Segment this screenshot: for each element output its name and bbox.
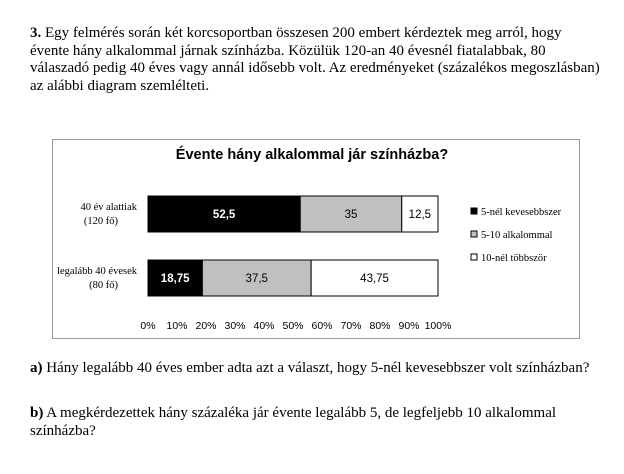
x-tick-label-8: 80% (369, 320, 391, 332)
question-a-label: a) (30, 360, 43, 376)
data-label-1-2: 35 (344, 209, 358, 221)
question-b-label: b) (30, 405, 44, 421)
data-label-1-3: 12,5 (408, 209, 432, 221)
chart-title: Évente hány alkalommal jár színházba? (175, 147, 449, 163)
question-a (30, 360, 602, 378)
category-label-2-line1: legalább 40 évesek (57, 266, 137, 277)
question-b (30, 405, 602, 440)
data-label-2-2: 37,5 (245, 273, 268, 285)
x-tick-label-10: 100% (424, 320, 452, 332)
data-label-2-3: 43,75 (360, 273, 389, 285)
category-label-1-line1: 40 év alattiak (80, 202, 137, 213)
legend-swatch-1 (471, 208, 477, 214)
legend-label-3: 10-nél többször (481, 253, 547, 264)
x-tick-label-3: 30% (224, 320, 246, 332)
category-label-1-line2: (120 fő) (83, 216, 118, 227)
problem-number: 3. (30, 25, 42, 41)
x-tick-label-6: 60% (311, 320, 333, 332)
problem-text: Egy felmérés során két korcsoportban összesen 200 embert kérdeztek meg arról, hogy évente hány alkalommal járnak színházba. Közülük 120-an 40 évesnél fiatalabbak, 80 válaszadó pedig 40 éves vagy annál idősebb volt. Az eredményeket (százalékos megoszlásban) az alábbi diagram szemlélteti. (30, 25, 600, 94)
legend-swatch-2 (471, 231, 477, 237)
x-tick-label-5: 50% (282, 320, 304, 332)
legend-swatch-3 (471, 254, 477, 260)
x-tick-label-2: 20% (195, 320, 217, 332)
data-label-1-1: 52,5 (212, 209, 236, 221)
legend-label-1: 5-nél kevesebbszer (481, 207, 562, 218)
question-a-text: Hány legalább 40 éves ember adta azt a választ, hogy 5-nél kevesebbszer volt színházban? (46, 360, 590, 376)
category-label-2-line2: (80 fő) (89, 280, 118, 291)
question-b-text: A megkérdezettek hány százaléka jár évente legalább 5, de legfeljebb 10 alkalommal színházba? (30, 405, 557, 439)
x-tick-label-7: 70% (340, 320, 362, 332)
legend-label-2: 5-10 alkalommal (481, 230, 553, 241)
x-tick-label-4: 40% (253, 320, 275, 332)
x-tick-label-9: 90% (398, 320, 420, 332)
x-tick-label-0: 0% (140, 320, 156, 332)
x-tick-label-1: 10% (166, 320, 188, 332)
data-label-2-1: 18,75 (160, 273, 190, 285)
